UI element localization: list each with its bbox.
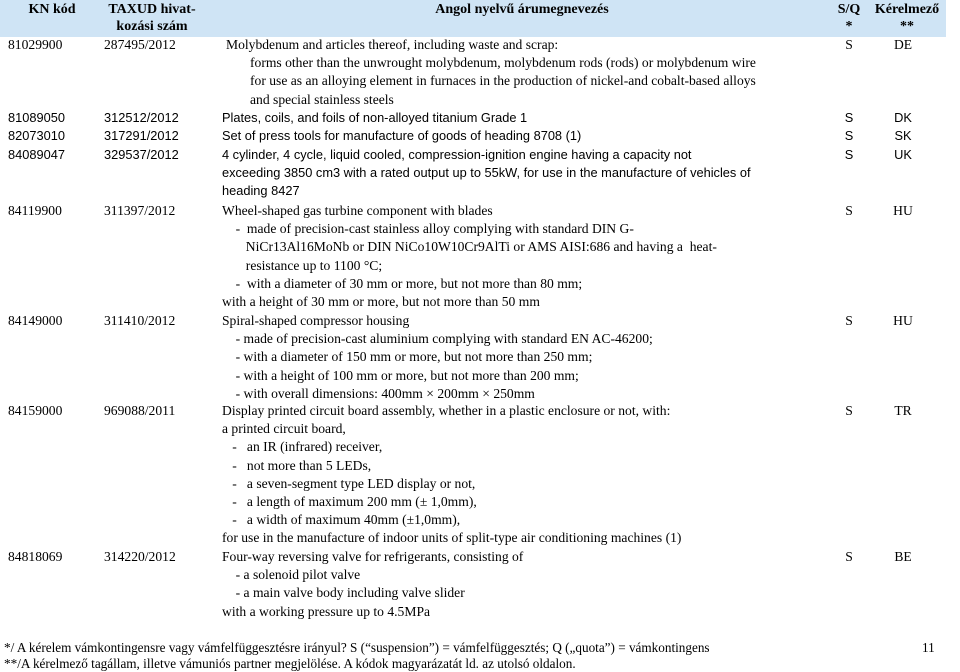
page-number: 11: [922, 640, 935, 655]
description-line: - with a height of 100 mm or more, but not more than 200 mm;: [222, 367, 579, 383]
description-line: - a solenoid pilot valve: [222, 567, 361, 583]
taxud-number: 314220/2012: [104, 549, 176, 564]
description-line: exceeding 3850 cm3 with a rated output up to 55kW, for use in the manufacture of vehicles of: [222, 165, 751, 181]
sq-value: S: [845, 549, 853, 564]
taxud-number: 311397/2012: [104, 203, 176, 218]
description: [226, 36, 826, 109]
header-kn-label: KN kód: [28, 2, 76, 17]
kn-code: 84089047: [8, 147, 65, 162]
description: [222, 312, 822, 403]
description-line: NiCr13Al16MoNb or DIN NiCo10W10Cr9AlTi or AMS AISI:686 and having a heat-: [222, 239, 717, 255]
description-line: - a length of maximum 200 mm (± 1,0mm),: [222, 494, 477, 510]
description-line: Spiral-shaped compressor housing: [222, 313, 410, 328]
applicant-code: SK: [894, 128, 912, 143]
description: [222, 548, 822, 621]
header-sq: [832, 1, 866, 35]
taxud-number: 329537/2012: [104, 147, 179, 162]
applicant-code: DE: [893, 37, 913, 52]
description-line: Plates, coils, and foils of non-alloyed titanium Grade 1: [222, 110, 528, 125]
description-line: - an IR (infrared) receiver,: [222, 439, 383, 455]
footnote-2: **/A kérelmező tagállam, illetve vámuniós partner megjelölése. A kódok magyarázatát ld. az utolsó oldalon.: [4, 656, 576, 671]
description: [222, 127, 822, 145]
sq-value: S: [844, 147, 854, 162]
taxud-number: 969088/2011: [104, 403, 176, 418]
sq-value: S: [845, 203, 853, 218]
taxud-number: 312512/2012: [104, 110, 179, 125]
sq-value: S: [845, 37, 853, 52]
applicant-code: BE: [894, 549, 912, 564]
description-line: heading 8427: [222, 183, 300, 199]
description-line: with a working pressure up to 4.5MPa: [222, 603, 431, 619]
kn-code: 81029900: [8, 37, 63, 52]
header-taxud: [96, 1, 208, 35]
taxud-number: 311410/2012: [104, 313, 176, 328]
description-line: Wheel-shaped gas turbine component with blades: [222, 203, 493, 218]
header-ker-line2: **: [900, 19, 914, 34]
description: [222, 146, 822, 201]
description-line: - made of precision-cast aluminium complying with standard EN AC-46200;: [222, 331, 653, 347]
header-sq-line1: S/Q: [837, 2, 861, 17]
applicant-code: UK: [894, 147, 912, 162]
description: [222, 109, 822, 127]
description-line: Set of press tools for manufacture of goods of heading 8708 (1): [222, 128, 582, 143]
sq-value: S: [844, 128, 854, 143]
header-sq-line2: *: [845, 19, 853, 34]
header-desc-label: Angol nyelvű árumegnevezés: [435, 2, 609, 17]
kn-code: 84818069: [8, 549, 63, 564]
description-line: for use in the manufacture of indoor units of split-type air conditioning machines (1): [222, 530, 682, 546]
kn-code: 84159000: [8, 403, 63, 418]
applicant-code: DK: [894, 110, 912, 125]
header-ker: [868, 1, 946, 35]
description-line: - made of precision-cast stainless alloy complying with standard DIN G-: [222, 221, 634, 237]
description-line: 4 cylinder, 4 cycle, liquid cooled, compression-ignition engine having a capacity not: [222, 147, 692, 162]
description: [222, 202, 822, 311]
description: [222, 402, 822, 548]
description-line: Molybdenum and articles thereof, including waste and scrap:: [226, 37, 559, 52]
description-line: - with overall dimensions: 400mm × 200mm × 250mm: [222, 385, 535, 401]
description-line: a printed circuit board,: [222, 421, 346, 437]
kn-code: 81089050: [8, 110, 65, 125]
description-line: - with a diameter of 30 mm or more, but not more than 80 mm;: [222, 275, 583, 291]
description-line: Four-way reversing valve for refrigerants, consisting of: [222, 549, 524, 564]
kn-code: 84119900: [8, 203, 62, 218]
description-line: - a main valve body including valve slider: [222, 585, 465, 601]
applicant-code: HU: [893, 313, 913, 328]
description-line: - a seven-segment type LED display or not,: [222, 475, 476, 491]
description-line: and special stainless steels: [250, 91, 394, 107]
kn-code: 82073010: [8, 128, 65, 143]
taxud-number: 317291/2012: [104, 128, 179, 143]
description-line: - with a diameter of 150 mm or more, but not more than 250 mm;: [222, 349, 593, 365]
header-kn: [10, 1, 94, 18]
description-line: - not more than 5 LEDs,: [222, 457, 372, 473]
description-line: for use as an alloying element in furnaces in the production of nickel-and cobalt-based alloys: [250, 73, 756, 89]
applicant-code: HU: [893, 203, 913, 218]
description-line: with a height of 30 mm or more, but not more than 50 mm: [222, 294, 540, 310]
taxud-number: 287495/2012: [104, 37, 176, 52]
kn-code: 84149000: [8, 313, 63, 328]
applicant-code: TR: [894, 403, 912, 418]
sq-value: S: [845, 313, 853, 328]
header-ker-line1: Kérelmező: [874, 2, 940, 17]
description-line: - a width of maximum 40mm (±1,0mm),: [222, 512, 461, 528]
footnote-1: */ A kérelem vámkontingensre vagy vámfelfüggesztésre irányul? S (“suspension”) = vámfelfüggesztés; Q („quota”) = vámkontingens: [4, 640, 710, 655]
description-line: Display printed circuit board assembly, whether in a plastic enclosure or not, with:: [222, 403, 671, 418]
description-line: resistance up to 1100 °C;: [222, 257, 383, 273]
description-line: forms other than the unwrought molybdenum, molybdenum rods (rods) or molybdenum wire: [250, 55, 756, 71]
header-taxud-line1: TAXUD hivat-: [108, 2, 196, 17]
header-desc: [222, 1, 822, 18]
sq-value: S: [844, 110, 854, 125]
sq-value: S: [845, 403, 853, 418]
header-taxud-line2: kozási szám: [116, 19, 188, 34]
table-header: [0, 0, 946, 37]
